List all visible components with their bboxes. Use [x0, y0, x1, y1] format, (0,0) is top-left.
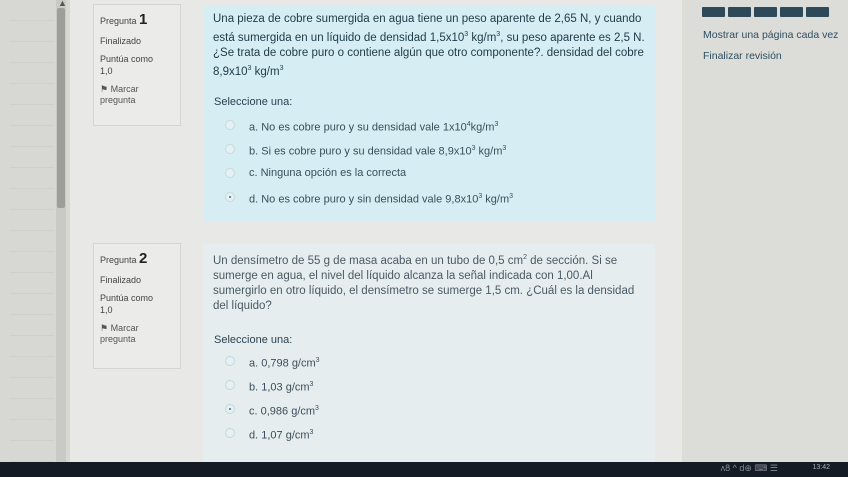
option-unit: kg/m	[482, 193, 510, 206]
sup: 3	[315, 356, 320, 364]
answer-options	[225, 350, 655, 446]
option-text: b. 1,03 g/cm	[249, 381, 310, 394]
option-unit: kg/m	[470, 121, 495, 134]
sup: 3	[315, 404, 319, 412]
sup: 3	[496, 31, 501, 38]
sup: 3	[502, 144, 507, 152]
sup: 3	[478, 192, 483, 200]
answer-option-c[interactable]	[225, 398, 655, 422]
radio-button[interactable]	[225, 168, 235, 178]
radio-button[interactable]	[225, 428, 235, 438]
sup: 3	[494, 120, 499, 128]
question-status: Finalizado	[100, 275, 142, 285]
nav-question-button[interactable]	[780, 7, 803, 17]
nav-question-button[interactable]	[754, 7, 777, 17]
select-one-label: Seleccione una:	[214, 95, 293, 108]
option-text: a. No es cobre puro y su densidad vale 1x10	[249, 121, 467, 134]
option-text: d. 1,07 g/cm	[249, 429, 310, 442]
flag-question-button[interactable]	[100, 323, 174, 344]
question-text: Una pieza de cobre sumergida en agua tiene un peso aparente de 2,65 N, y cuando está sumergida en un líquido de densidad 1,5x10	[213, 13, 642, 44]
sup: 4	[466, 120, 471, 128]
question-2-content	[203, 244, 655, 462]
answer-option-b[interactable]	[225, 138, 655, 162]
score-value: 1,0	[100, 66, 113, 76]
question-2-info	[93, 243, 181, 369]
system-tray[interactable]: ʌ8 ^ d⊕ ⌨ ☰	[720, 463, 778, 473]
clock: 13:42	[812, 464, 830, 471]
question-nav-buttons	[702, 7, 829, 17]
question-1-content	[203, 6, 655, 222]
radio-button-selected[interactable]	[225, 192, 235, 202]
quiz-navigation-panel	[682, 0, 848, 462]
question-number: 2	[139, 250, 148, 267]
sup: 3	[309, 428, 314, 436]
flag-icon: ⚑	[100, 84, 109, 94]
option-unit: kg/m	[475, 145, 503, 158]
option-text: d. No es cobre puro y sin densidad vale 9,8x10	[249, 193, 479, 206]
question-number: 1	[139, 11, 148, 28]
answer-option-c[interactable]	[225, 162, 655, 186]
question-status: Finalizado	[100, 36, 142, 46]
scroll-up-icon[interactable]: ▲	[58, 0, 67, 8]
answer-option-a[interactable]	[225, 114, 655, 138]
question-label: Pregunta	[100, 16, 137, 26]
sup: 3	[309, 380, 314, 388]
answer-option-b[interactable]	[225, 374, 655, 398]
flag-label: Marcar pregunta	[100, 323, 139, 344]
sup: 3	[464, 31, 469, 38]
flag-question-button[interactable]	[100, 84, 174, 105]
radio-button[interactable]	[225, 144, 235, 154]
answer-option-d[interactable]	[225, 186, 655, 210]
question-1-text	[203, 6, 655, 80]
question-2-text	[203, 244, 655, 314]
radio-button[interactable]	[225, 356, 235, 366]
answer-option-a[interactable]	[225, 350, 655, 374]
option-text: c. Ninguna opción es la correcta	[249, 166, 407, 179]
sup: 3	[509, 192, 514, 200]
flag-label: Marcar pregunta	[100, 84, 139, 105]
sup: 2	[523, 254, 527, 261]
question-text: kg/m	[251, 65, 280, 78]
background-grid	[10, 0, 54, 477]
question-label: Pregunta	[100, 255, 137, 265]
score-label: Puntúa como	[100, 293, 154, 303]
select-one-label: Seleccione una:	[214, 333, 293, 346]
question-1-info	[93, 4, 181, 126]
question-text: kg/m	[468, 31, 497, 44]
nav-question-button[interactable]	[728, 7, 751, 17]
nav-question-button[interactable]	[806, 7, 829, 17]
show-one-page-link[interactable]: Mostrar una página cada vez	[703, 29, 839, 41]
nav-question-button[interactable]	[702, 7, 725, 17]
option-text: a. 0,798 g/cm	[249, 357, 316, 370]
score-label: Puntúa como	[100, 54, 154, 64]
sup: 3	[471, 144, 476, 152]
taskbar	[0, 462, 848, 477]
scrollbar-thumb[interactable]	[57, 8, 65, 208]
question-text: de sección. Si se sumerge en agua, el nivel del líquido alcanza la señal indicada con 1,00.Al sumergirlo en otro líquido, el densímetro se sumerge 1,5 cm. ¿Cuál es la densidad del líquido?	[213, 254, 635, 312]
sup: 3	[247, 64, 252, 72]
option-text: c. 0,986 g/cm	[249, 405, 316, 418]
radio-button-selected[interactable]	[225, 404, 235, 414]
finish-review-link[interactable]: Finalizar revisión	[703, 50, 782, 62]
option-text: b. Si es cobre puro y su densidad vale 8,9x10	[249, 145, 472, 158]
score-value: 1,0	[100, 305, 113, 315]
radio-button[interactable]	[225, 380, 235, 390]
radio-button[interactable]	[225, 120, 235, 130]
answer-options	[225, 114, 655, 210]
sup: 3	[279, 64, 284, 72]
answer-option-d[interactable]	[225, 422, 655, 446]
question-text: Un densímetro de 55 g de masa acaba en un tubo de 0,5 cm	[213, 254, 524, 267]
question-text: , su peso aparente es 2,5 N. ¿Se trata de cobre puro o contiene algún que otro componente?. densidad del cobre 8,9x10	[213, 31, 645, 78]
flag-icon: ⚑	[100, 323, 109, 333]
